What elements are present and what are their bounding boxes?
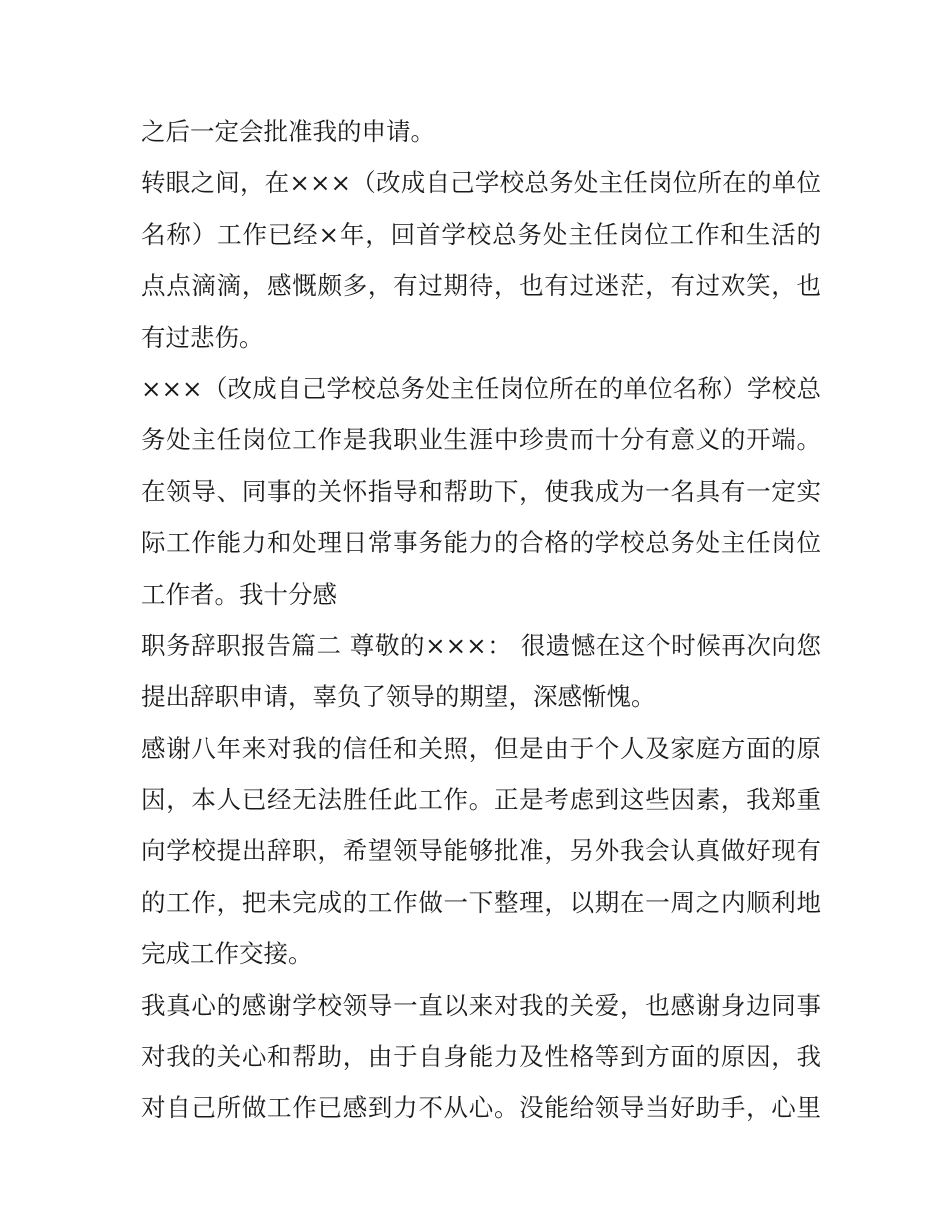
text-line: 我真心的感谢学校领导一直以来对我的关爱，也感谢身边同事 bbox=[141, 990, 821, 1020]
text-line: ×××（改成自己学校总务处主任岗位所在的单位名称）学校总 bbox=[141, 373, 821, 403]
text-line: 对我的关心和帮助，由于自身能力及性格等到方面的原因，我 bbox=[141, 1042, 821, 1072]
text-line: 的工作，把未完成的工作做一下整理，以期在一周之内顺利地 bbox=[141, 887, 821, 917]
document-body bbox=[141, 106, 821, 1134]
text-line: 提出辞职申请，辜负了领导的期望，深感惭愧。 bbox=[141, 682, 656, 712]
text-line: 转眼之间，在×××（改成自己学校总务处主任岗位所在的单位 bbox=[141, 168, 821, 198]
text-line: 有过悲伤。 bbox=[141, 322, 264, 352]
text-line: 点点滴滴，感慨颇多，有过期待，也有过迷茫，有过欢笑，也 bbox=[141, 271, 821, 301]
text-line: 务处主任岗位工作是我职业生涯中珍贵而十分有意义的开端。 bbox=[141, 425, 821, 455]
text-line: 向学校提出辞职，希望领导能够批准，另外我会认真做好现有 bbox=[141, 836, 821, 866]
text-line: 名称）工作已经×年，回首学校总务处主任岗位工作和生活的 bbox=[141, 219, 821, 249]
text-line: 对自己所做工作已感到力不从心。没能给领导当好助手，心里 bbox=[141, 1093, 821, 1123]
text-line: 在领导、同事的关怀指导和帮助下，使我成为一名具有一定实 bbox=[141, 476, 821, 506]
text-line: 因，本人已经无法胜任此工作。正是考虑到这些因素，我郑重 bbox=[141, 785, 821, 815]
text-line: 职务辞职报告篇二 尊敬的×××： 很遗憾在这个时候再次向您 bbox=[141, 630, 821, 660]
text-line: 之后一定会批准我的申请。 bbox=[141, 117, 435, 146]
text-line: 际工作能力和处理日常事务能力的合格的学校总务处主任岗位 bbox=[141, 528, 821, 558]
text-line: 完成工作交接。 bbox=[141, 939, 313, 969]
text-line: 感谢八年来对我的信任和关照，但是由于个人及家庭方面的原 bbox=[141, 733, 821, 763]
text-line: 工作者。我十分感 bbox=[141, 579, 337, 609]
